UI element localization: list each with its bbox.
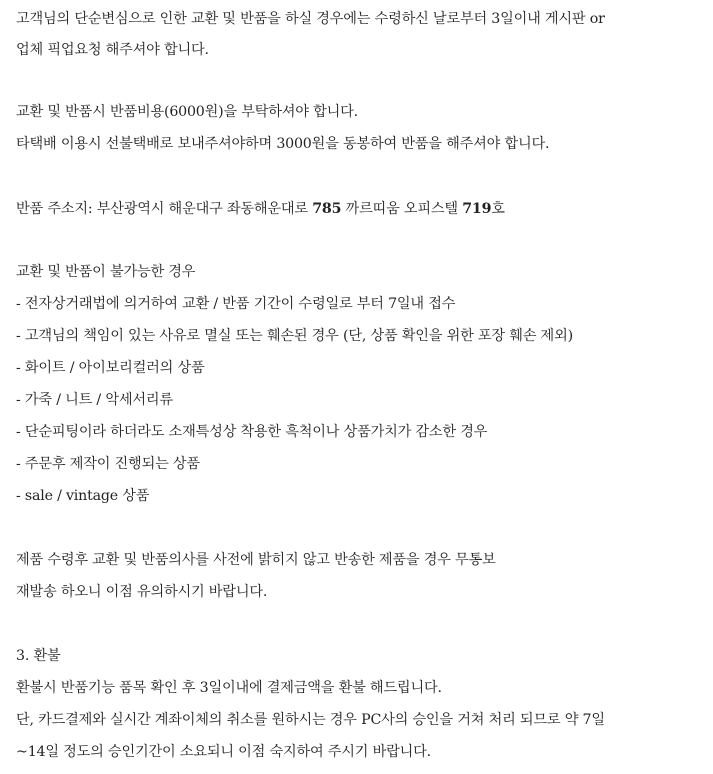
restriction-item: - sale / vintage 상품 [16, 488, 150, 504]
fee-line-2: 타택배 이용시 선불택배로 보내주셔야하며 3000원을 동봉하여 반품을 해주셔야 합니다. [16, 136, 550, 152]
address-building: 까르띠움 오피스텔 [341, 201, 463, 217]
return-address [16, 199, 505, 219]
restriction-item: - 고객님의 책임이 있는 사유로 멸실 또는 훼손된 경우 (단, 상품 확인을 위한 포장 훼손 제외) [16, 328, 573, 344]
address-room-suffix: 호 [491, 201, 505, 217]
restrictions-heading: 교환 및 반품이 불가능한 경우 [16, 264, 196, 280]
restriction-item: - 가죽 / 니트 / 악세서리류 [16, 392, 173, 408]
address-building-number: 785 [312, 201, 342, 217]
intro-line-1: 고객님의 단순변심으로 인한 교환 및 반품을 하실 경우에는 수령하신 날로부터 3일이내 게시판 or [16, 11, 605, 27]
refund-line-3: ~14일 정도의 승인기간이 소요되니 이점 숙지하여 주시기 바랍니다. [16, 744, 431, 760]
warning-line-2: 재발송 하오니 이점 유의하시기 바랍니다. [16, 584, 268, 600]
fee-line-1: 교환 및 반품시 반품비용(6000원)을 부탁하셔야 합니다. [16, 104, 358, 120]
restriction-item: - 단순피팅이라 하더라도 소재특성상 착용한 흑척이나 상품가치가 감소한 경우 [16, 424, 488, 440]
refund-heading: 3. 환불 [16, 648, 61, 664]
address-label: 반품 주소지: 부산광역시 해운대구 좌동해운대로 [16, 201, 313, 217]
warning-line-1: 제품 수령후 교환 및 반품의사를 사전에 밝히지 않고 반송한 제품을 경우 무통보 [16, 552, 496, 568]
intro-line-2: 업체 픽업요청 해주셔야 합니다. [16, 42, 209, 58]
restriction-item: - 전자상거래법에 의거하여 교환 / 반품 기간이 수령일로 부터 7일내 접수 [16, 296, 456, 312]
refund-line-2: 단, 카드결제와 실시간 계좌이체의 취소를 원하시는 경우 PC사의 승인을 거쳐 처리 되므로 약 7일 [16, 712, 605, 728]
refund-line-1: 환불시 반품기능 품목 확인 후 3일이내에 결제금액을 환불 해드립니다. [16, 680, 442, 696]
address-room-number: 719 [462, 201, 492, 217]
restriction-item: - 화이트 / 아이보리컬러의 상품 [16, 360, 205, 376]
restriction-item: - 주문후 제작이 진행되는 상품 [16, 456, 200, 472]
